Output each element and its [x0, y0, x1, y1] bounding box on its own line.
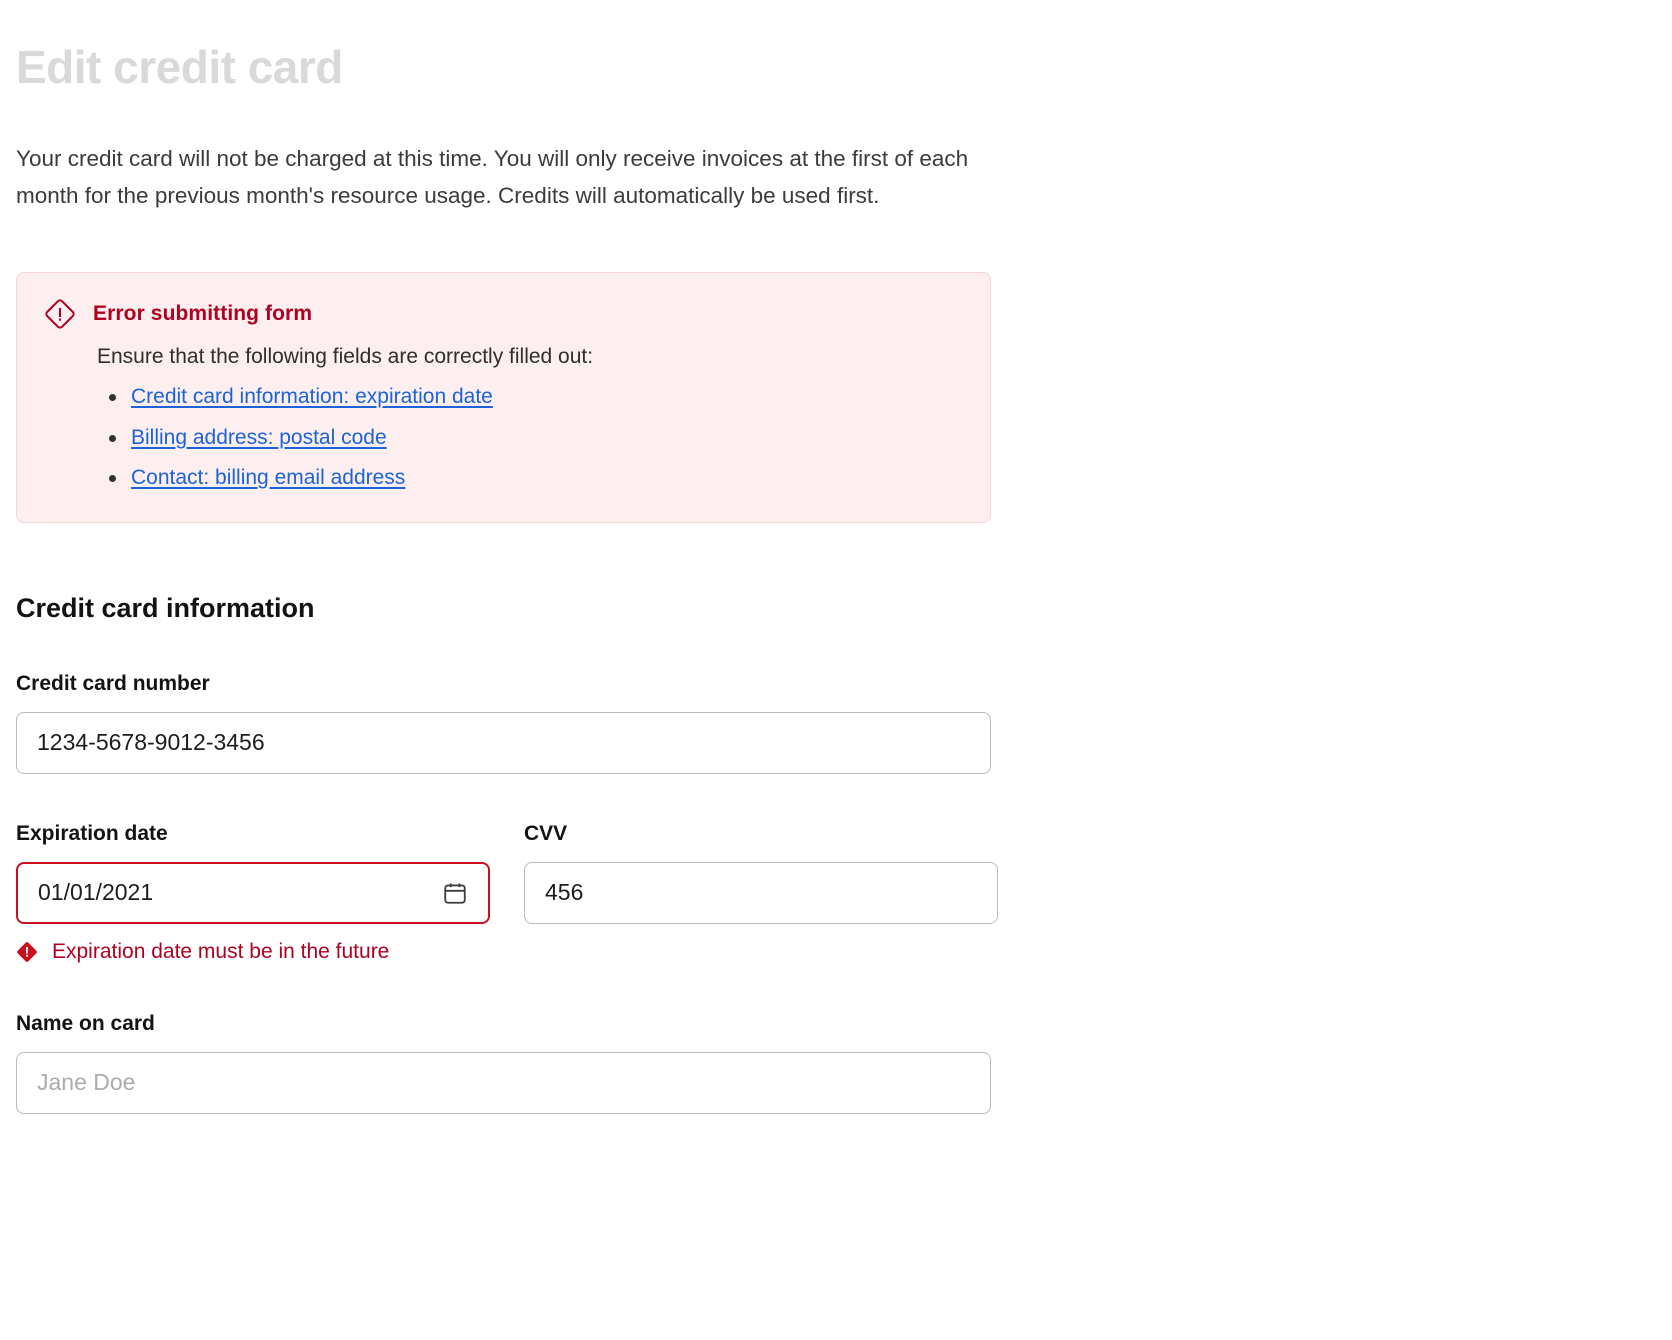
- expiration-date-input[interactable]: [16, 862, 490, 924]
- alert-title: Error submitting form: [93, 302, 313, 326]
- label-expiration-date: Expiration date: [16, 821, 168, 845]
- alert-error-list: [45, 381, 962, 494]
- error-diamond-icon: [45, 299, 75, 329]
- page-title: Edit credit card: [16, 41, 343, 93]
- cvv-value: 456: [545, 879, 584, 906]
- credit-card-number-input[interactable]: [16, 712, 991, 774]
- expiration-cvv-row: [16, 774, 1060, 964]
- list-item: [97, 422, 962, 454]
- error-link-billing-email[interactable]: Contact: billing email address: [131, 466, 406, 490]
- label-credit-card-number: Credit card number: [16, 671, 210, 695]
- cvv-input[interactable]: [524, 862, 998, 924]
- error-link-expiration-date[interactable]: Credit card information: expiration date: [131, 385, 493, 409]
- label-cvv: CVV: [524, 821, 568, 845]
- expiration-date-group: [16, 774, 490, 964]
- name-on-card-input[interactable]: [16, 1052, 991, 1114]
- name-on-card-placeholder: Jane Doe: [37, 1069, 136, 1096]
- expiration-date-error: [16, 940, 490, 964]
- label-name-on-card: Name on card: [16, 1011, 155, 1035]
- section-heading-credit-card-information: Credit card information: [16, 592, 315, 623]
- expiration-date-value: 01/01/2021: [38, 879, 154, 906]
- alert-header: [45, 299, 962, 329]
- error-link-postal-code[interactable]: Billing address: postal code: [131, 425, 387, 449]
- expiration-date-error-text: Expiration date must be in the future: [52, 939, 390, 963]
- intro-text: Your credit card will not be charged at this time. You will only receive invoices at the first of each month for the previous month's resource usage. Credits will automatically be used first.: [16, 146, 969, 208]
- cvv-group: [524, 774, 998, 964]
- list-item: [97, 381, 962, 413]
- form-error-alert: [16, 272, 991, 523]
- alert-subtitle: Ensure that the following fields are correctly filled out:: [97, 345, 594, 369]
- calendar-icon[interactable]: [442, 880, 468, 906]
- error-filled-diamond-icon: [16, 941, 38, 963]
- credit-card-number-value: 1234-5678-9012-3456: [37, 729, 265, 756]
- list-item: [97, 462, 962, 494]
